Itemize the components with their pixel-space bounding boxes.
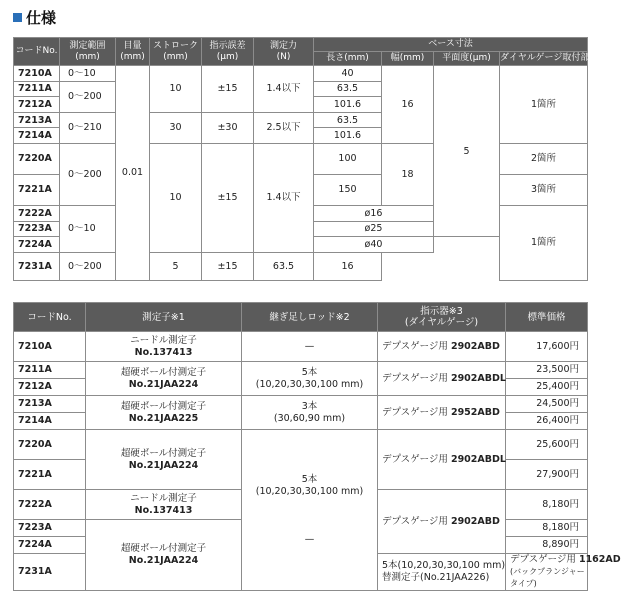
force-cell: 2.5以下 xyxy=(254,112,314,143)
price-cell: 8,180円 xyxy=(506,490,588,520)
probe-cell xyxy=(86,490,242,520)
force-cell: 1.4以下 xyxy=(254,66,314,113)
rod-cell: — xyxy=(242,332,378,362)
rod-cell xyxy=(242,396,378,430)
code-cell: 7214A xyxy=(14,128,60,144)
probe-number: No.21JAA224 xyxy=(128,555,199,566)
range-cell: 0〜200 xyxy=(60,252,116,280)
code-cell: 7220A xyxy=(14,143,60,174)
width-cell: 16 xyxy=(314,252,382,280)
price-cell: 23,500円 xyxy=(506,362,588,379)
square-bullet-icon xyxy=(13,13,22,22)
graduation-cell: 0.01 xyxy=(116,66,150,281)
stroke-cell: 5 xyxy=(150,252,202,280)
force-cell: 1.4以下 xyxy=(254,143,314,252)
error-cell: ±15 xyxy=(202,66,254,113)
indicator-number: 2902ABDL xyxy=(450,372,506,384)
error-cell: ±15 xyxy=(202,143,254,252)
width-cell: 18 xyxy=(382,143,434,205)
header-stroke xyxy=(150,38,202,66)
header-force xyxy=(254,38,314,66)
header-range xyxy=(60,38,116,66)
header-graduation-text: 目量 (mm) xyxy=(120,40,145,62)
code-cell: 7213A xyxy=(14,112,60,128)
code-cell: 7231A xyxy=(14,554,86,591)
header-base: ベース寸法 xyxy=(314,38,588,52)
code-cell: 7222A xyxy=(14,205,60,221)
mount-cell: 1箇所 xyxy=(500,66,588,144)
code-cell: 7223A xyxy=(14,221,60,237)
probe-cell xyxy=(86,362,242,396)
indicator-number: 1162AD xyxy=(578,554,621,565)
length-cell: 63.5 xyxy=(314,81,382,97)
probe-name: 超硬ボール付測定子 xyxy=(120,400,207,412)
indicator-cell xyxy=(378,490,506,554)
price-cell: 17,600円 xyxy=(506,332,588,362)
indicator-cell xyxy=(378,396,506,430)
code-cell: 7210A xyxy=(14,66,60,82)
spec-table xyxy=(13,37,588,281)
length-cell: 101.6 xyxy=(314,128,382,144)
probe-number: No.137413 xyxy=(134,346,193,358)
indicator-number: 2902ABDL xyxy=(450,453,506,465)
header-width: 幅(mm) xyxy=(382,52,434,66)
probe-number: No.21JAA224 xyxy=(128,459,199,471)
code-cell: 7213A xyxy=(14,396,86,413)
range-cell: 0〜10 xyxy=(60,205,116,252)
rod-cell xyxy=(378,554,506,591)
header-flatness: 平面度(μm) xyxy=(434,52,500,66)
probe-name: 超硬ボール付測定子 xyxy=(120,366,207,378)
indicator-number: 2902ABD xyxy=(450,515,500,527)
indicator-number: 2952ABD xyxy=(450,406,500,418)
header-range-text: 測定範囲 (mm) xyxy=(69,40,106,62)
code-cell: 7231A xyxy=(14,252,60,280)
indicator-prefix: デプスゲージ用 xyxy=(382,453,451,465)
indicator-cell xyxy=(378,332,506,362)
price-cell: 25,600円 xyxy=(506,430,588,460)
probe-number: No.21JAA225 xyxy=(128,412,199,424)
code-cell: 7210A xyxy=(14,332,86,362)
width-cell: 16 xyxy=(382,66,434,144)
header-mount: ダイヤルゲージ取付部 xyxy=(500,52,588,66)
indicator-prefix: デプスゲージ用 xyxy=(510,554,579,565)
rod-count: 5本 xyxy=(301,366,318,378)
code-cell: 7222A xyxy=(14,490,86,520)
rod-none: — xyxy=(304,534,315,545)
rod-count: 5本(10,20,30,30,100 mm) xyxy=(382,560,506,571)
code-cell: 7212A xyxy=(14,97,60,113)
header-force-text: 測定力 (N) xyxy=(269,40,297,62)
indicator-prefix: デプスゲージ用 xyxy=(382,515,451,527)
flatness-cell: 5 xyxy=(434,66,500,237)
code-cell: 7221A xyxy=(14,174,60,205)
code-cell: 7211A xyxy=(14,81,60,97)
indicator-cell xyxy=(506,554,621,591)
mount-cell: 3箇所 xyxy=(500,174,588,205)
rod-replacement: 替測定子(No.21JAA226) xyxy=(382,572,490,583)
parts-table xyxy=(13,302,621,591)
length-cell: 63.5 xyxy=(254,252,314,280)
header-stroke-text: ストローク (mm) xyxy=(152,40,198,62)
probe-name: ニードル測定子 xyxy=(130,334,197,346)
header-price: 標準価格 xyxy=(506,303,588,332)
mount-cell: 2箇所 xyxy=(500,143,588,174)
error-cell: ±30 xyxy=(202,112,254,143)
code-cell: 7224A xyxy=(14,237,60,253)
code-cell: 7211A xyxy=(14,362,86,379)
header-indicator xyxy=(378,303,506,332)
code-cell: 7223A xyxy=(14,520,86,537)
probe-cell xyxy=(86,430,242,490)
rod-lengths: (10,20,30,30,100 mm) xyxy=(255,378,364,390)
indicator-prefix: デプスゲージ用 xyxy=(382,372,451,384)
length-cell: 101.6 xyxy=(314,97,382,113)
code-cell: 7212A xyxy=(14,379,86,396)
length-cell: 150 xyxy=(314,174,382,205)
rod-lengths: (10,20,30,30,100 mm) xyxy=(255,486,364,497)
length-cell: 63.5 xyxy=(314,112,382,128)
header-error-text: 指示誤差 (μm) xyxy=(209,40,246,62)
header-error xyxy=(202,38,254,66)
range-cell: 0〜10 xyxy=(60,66,116,82)
section-title: 仕様 xyxy=(26,9,57,27)
indicator-prefix: デプスゲージ用 xyxy=(382,406,451,418)
mount-cell: 1箇所 xyxy=(500,205,588,280)
range-cell: 0〜200 xyxy=(60,81,116,112)
probe-number: No.21JAA224 xyxy=(128,378,199,390)
range-cell: 0〜200 xyxy=(60,143,116,205)
indicator-prefix: デプスゲージ用 xyxy=(382,340,451,352)
probe-cell xyxy=(86,396,242,430)
rod-count: 5本 xyxy=(301,474,318,485)
code-cell: 7220A xyxy=(14,430,86,460)
diameter-cell: ø25 xyxy=(314,221,434,237)
probe-name: 超硬ボール付測定子 xyxy=(120,447,207,459)
header-probe: 測定子※1 xyxy=(86,303,242,332)
indicator-number: 2902ABD xyxy=(450,340,500,352)
section-heading xyxy=(13,7,56,28)
error-cell: ±15 xyxy=(202,252,254,280)
length-cell: 100 xyxy=(314,143,382,174)
probe-cell xyxy=(86,520,242,591)
rod-count: 3本 xyxy=(301,400,318,412)
indicator-cell xyxy=(378,362,506,396)
probe-cell xyxy=(86,332,242,362)
header-code: コードNo. xyxy=(14,303,86,332)
diameter-cell: ø16 xyxy=(314,205,434,221)
price-cell: 8,890円 xyxy=(506,537,588,554)
header-graduation xyxy=(116,38,150,66)
header-rod: 継ぎ足しロッド※2 xyxy=(242,303,378,332)
length-cell: 40 xyxy=(314,66,382,82)
rod-cell xyxy=(242,430,378,591)
price-cell: 27,900円 xyxy=(506,460,588,490)
range-cell: 0〜210 xyxy=(60,112,116,143)
indicator-subtype: (バックプランジャー タイプ) xyxy=(510,567,585,588)
diameter-cell: ø40 xyxy=(314,237,434,253)
header-length: 長さ(mm) xyxy=(314,52,382,66)
header-code: コードNo. xyxy=(14,38,60,66)
code-cell: 7214A xyxy=(14,413,86,430)
probe-name: ニードル測定子 xyxy=(130,492,197,504)
price-cell: 8,180円 xyxy=(506,520,588,537)
stroke-cell: 10 xyxy=(150,66,202,113)
stroke-cell: 30 xyxy=(150,112,202,143)
code-cell: 7221A xyxy=(14,460,86,490)
price-cell: 25,400円 xyxy=(506,379,588,396)
price-cell: 26,400円 xyxy=(506,413,588,430)
probe-name: 超硬ボール付測定子 xyxy=(120,543,207,554)
code-cell: 7224A xyxy=(14,537,86,554)
price-cell: 24,500円 xyxy=(506,396,588,413)
rod-cell xyxy=(242,362,378,396)
rod-lengths: (30,60,90 mm) xyxy=(273,412,346,424)
header-indicator-text: 指示器※3 (ダイヤルゲージ) xyxy=(404,306,479,328)
stroke-cell: 10 xyxy=(150,143,202,252)
probe-number: No.137413 xyxy=(134,504,193,516)
indicator-cell xyxy=(378,430,506,490)
